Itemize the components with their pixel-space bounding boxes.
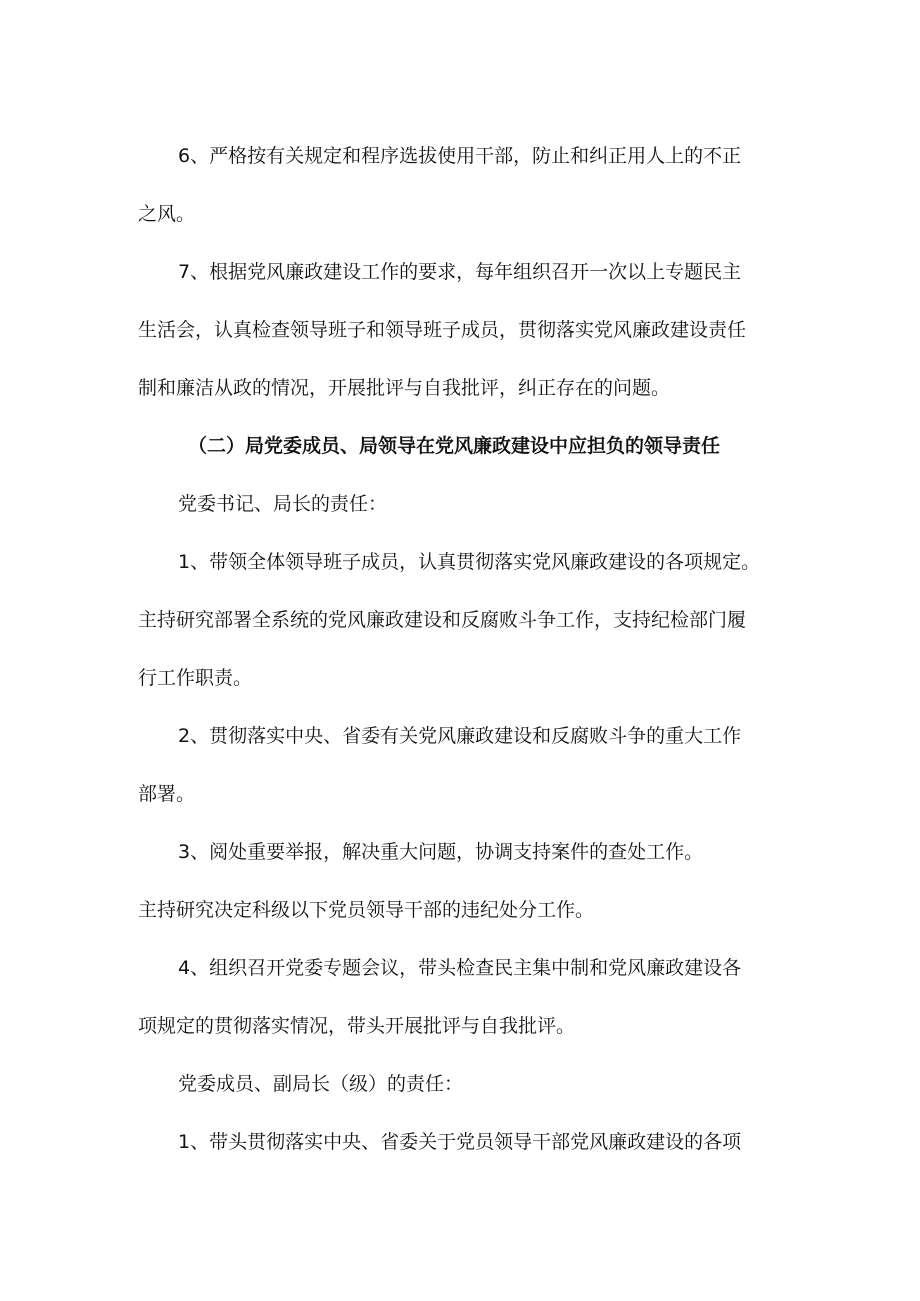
duty-4-line-1: 4、组织召开党委专题会议，带头检查民主集中制和党风廉政建设各: [178, 957, 742, 979]
paragraph-6-line-2: 之风。: [138, 203, 196, 225]
duty-2-line-1: 2、贯彻落实中央、省委有关党风廉政建设和反腐败斗争的重大工作: [178, 725, 742, 747]
section-heading: （二）局党委成员、局领导在党风廉政建设中应担负的领导责任: [188, 435, 721, 457]
duty-2-line-2: 部署。: [138, 783, 196, 805]
duty-3-line-2: 主持研究决定科级以下党员领导干部的违纪处分工作。: [138, 899, 595, 921]
paragraph-7-line-2: 生活会，认真检查领导班子和领导班子成员，贯彻落实党风廉政建设责任: [138, 319, 747, 341]
subheading-secretary-duties: 党委书记、局长的责任：: [178, 493, 388, 515]
subheading-deputy-duties: 党委成员、副局长（级）的责任：: [178, 1073, 464, 1095]
duty-1-line-3: 行工作职责。: [138, 667, 253, 689]
paragraph-7-line-3: 制和廉洁从政的情况，开展批评与自我批评，纠正存在的问题。: [138, 377, 671, 399]
duty-1-line-2: 主持研究部署全系统的党风廉政建设和反腐败斗争工作，支持纪检部门履: [138, 609, 747, 631]
paragraph-7-line-1: 7、根据党风廉政建设工作的要求，每年组织召开一次以上专题民主: [178, 261, 742, 283]
duty-3-line-1: 3、阅处重要举报，解决重大问题，协调支持案件的查处工作。: [178, 841, 704, 863]
duty-4-line-2: 项规定的贯彻落实情况，带头开展批评与自我批评。: [138, 1015, 576, 1037]
deputy-duty-1-line-1: 1、带头贯彻落实中央、省委关于党员领导干部党风廉政建设的各项: [178, 1131, 742, 1153]
paragraph-6-line-1: 6、严格按有关规定和程序选拔使用干部，防止和纠正用人上的不正: [178, 145, 742, 167]
duty-1-line-1: 1、带领全体领导班子成员，认真贯彻落实党风廉政建设的各项规定。: [178, 551, 761, 573]
